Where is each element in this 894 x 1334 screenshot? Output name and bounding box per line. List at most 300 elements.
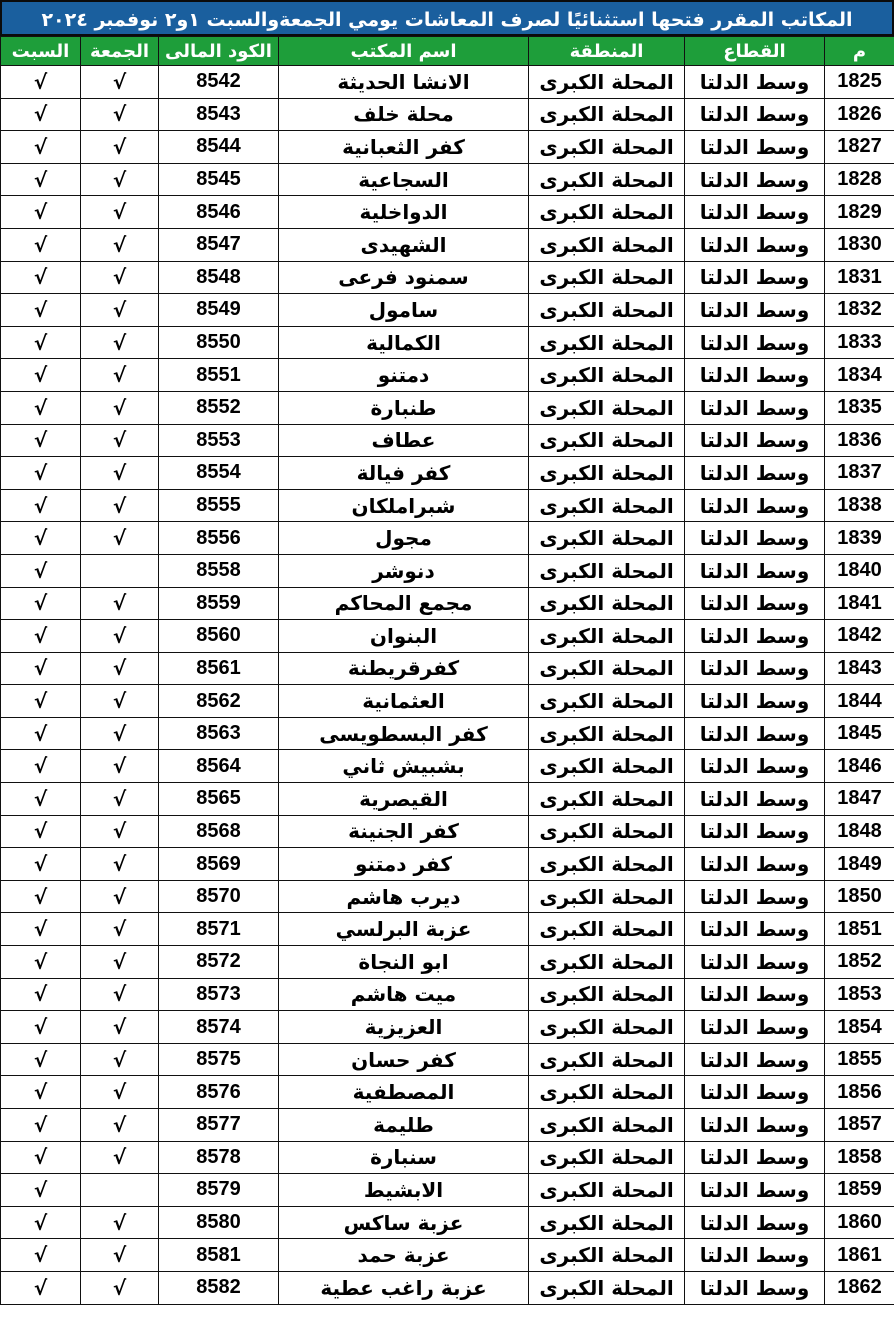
- cell-code: 8570: [159, 880, 279, 913]
- cell-sector: وسط الدلتا: [685, 1271, 825, 1304]
- cell-sector: وسط الدلتا: [685, 815, 825, 848]
- cell-m: 1851: [825, 913, 894, 946]
- cell-m: 1849: [825, 848, 894, 881]
- cell-sector: وسط الدلتا: [685, 717, 825, 750]
- cell-region: المحلة الكبرى: [529, 717, 685, 750]
- cell-sector: وسط الدلتا: [685, 554, 825, 587]
- cell-code: 8551: [159, 359, 279, 392]
- table-row: [1, 946, 894, 979]
- cell-saturday: √: [1, 587, 81, 620]
- cell-region: المحلة الكبرى: [529, 522, 685, 555]
- cell-code: 8569: [159, 848, 279, 881]
- cell-region: المحلة الكبرى: [529, 228, 685, 261]
- cell-sector: وسط الدلتا: [685, 1043, 825, 1076]
- cell-saturday: √: [1, 1076, 81, 1109]
- cell-office: كفر الجنينة: [279, 815, 529, 848]
- cell-office: العزيزية: [279, 1011, 529, 1044]
- cell-sector: وسط الدلتا: [685, 978, 825, 1011]
- cell-office: عطاف: [279, 424, 529, 457]
- cell-sector: وسط الدلتا: [685, 98, 825, 131]
- cell-code: 8544: [159, 131, 279, 164]
- cell-code: 8560: [159, 620, 279, 653]
- table-row: [1, 391, 894, 424]
- table-body: [1, 66, 894, 1305]
- cell-saturday: √: [1, 131, 81, 164]
- cell-m: 1855: [825, 1043, 894, 1076]
- cell-office: عزبة ساكس: [279, 1206, 529, 1239]
- cell-code: 8548: [159, 261, 279, 294]
- cell-saturday: √: [1, 946, 81, 979]
- cell-sector: وسط الدلتا: [685, 489, 825, 522]
- cell-m: 1862: [825, 1271, 894, 1304]
- cell-region: المحلة الكبرى: [529, 391, 685, 424]
- header-region: المنطقة: [529, 37, 685, 66]
- table-row: [1, 261, 894, 294]
- cell-code: 8556: [159, 522, 279, 555]
- cell-sector: وسط الدلتا: [685, 783, 825, 816]
- cell-friday: √: [81, 848, 159, 881]
- table-row: [1, 620, 894, 653]
- cell-office: سامول: [279, 294, 529, 327]
- cell-saturday: √: [1, 1109, 81, 1142]
- cell-code: 8576: [159, 1076, 279, 1109]
- cell-region: المحلة الكبرى: [529, 163, 685, 196]
- offices-table: [0, 36, 894, 1305]
- cell-friday: √: [81, 326, 159, 359]
- cell-office: كفر فيالة: [279, 457, 529, 490]
- table-row: [1, 522, 894, 555]
- cell-friday: √: [81, 750, 159, 783]
- cell-region: المحلة الكبرى: [529, 359, 685, 392]
- cell-friday: √: [81, 1043, 159, 1076]
- cell-office: بشبيش ثاني: [279, 750, 529, 783]
- cell-sector: وسط الدلتا: [685, 457, 825, 490]
- cell-office: سمنود فرعى: [279, 261, 529, 294]
- cell-region: المحلة الكبرى: [529, 98, 685, 131]
- cell-friday: √: [81, 880, 159, 913]
- cell-saturday: √: [1, 554, 81, 587]
- table-row: [1, 1076, 894, 1109]
- cell-saturday: √: [1, 717, 81, 750]
- cell-friday: √: [81, 1239, 159, 1272]
- header-office: اسم المكتب: [279, 37, 529, 66]
- cell-code: 8582: [159, 1271, 279, 1304]
- cell-saturday: √: [1, 98, 81, 131]
- table-row: [1, 880, 894, 913]
- cell-region: المحلة الكبرى: [529, 1043, 685, 1076]
- cell-office: عزبة حمد: [279, 1239, 529, 1272]
- cell-region: المحلة الكبرى: [529, 815, 685, 848]
- cell-friday: √: [81, 685, 159, 718]
- cell-friday: √: [81, 587, 159, 620]
- cell-code: 8542: [159, 66, 279, 99]
- cell-m: 1846: [825, 750, 894, 783]
- cell-office: دنوشر: [279, 554, 529, 587]
- cell-region: المحلة الكبرى: [529, 978, 685, 1011]
- cell-m: 1838: [825, 489, 894, 522]
- cell-code: 8575: [159, 1043, 279, 1076]
- cell-friday: √: [81, 946, 159, 979]
- cell-sector: وسط الدلتا: [685, 652, 825, 685]
- cell-friday: √: [81, 196, 159, 229]
- cell-friday: √: [81, 652, 159, 685]
- cell-m: 1850: [825, 880, 894, 913]
- table-row: [1, 913, 894, 946]
- cell-region: المحلة الكبرى: [529, 848, 685, 881]
- cell-saturday: √: [1, 228, 81, 261]
- cell-saturday: √: [1, 391, 81, 424]
- cell-sector: وسط الدلتا: [685, 228, 825, 261]
- cell-friday: √: [81, 228, 159, 261]
- cell-region: المحلة الكبرى: [529, 913, 685, 946]
- cell-region: المحلة الكبرى: [529, 554, 685, 587]
- cell-sector: وسط الدلتا: [685, 1206, 825, 1239]
- document-title: المكاتب المقرر فتحها استثنائيًا لصرف المعاشات يومي الجمعةوالسبت ١و٢ نوفمبر ٢٠٢٤: [0, 0, 894, 36]
- cell-friday: √: [81, 783, 159, 816]
- cell-office: المصطفية: [279, 1076, 529, 1109]
- cell-saturday: √: [1, 1206, 81, 1239]
- cell-sector: وسط الدلتا: [685, 1011, 825, 1044]
- cell-friday: √: [81, 620, 159, 653]
- table-row: [1, 554, 894, 587]
- cell-office: كفر حسان: [279, 1043, 529, 1076]
- cell-m: 1861: [825, 1239, 894, 1272]
- cell-m: 1832: [825, 294, 894, 327]
- cell-code: 8581: [159, 1239, 279, 1272]
- cell-code: 8559: [159, 587, 279, 620]
- table-row: [1, 1271, 894, 1304]
- cell-code: 8578: [159, 1141, 279, 1174]
- cell-friday: √: [81, 815, 159, 848]
- cell-m: 1828: [825, 163, 894, 196]
- cell-friday: √: [81, 457, 159, 490]
- cell-sector: وسط الدلتا: [685, 196, 825, 229]
- cell-code: 8562: [159, 685, 279, 718]
- cell-office: كفر البسطويسى: [279, 717, 529, 750]
- cell-office: دمتنو: [279, 359, 529, 392]
- cell-m: 1853: [825, 978, 894, 1011]
- cell-sector: وسط الدلتا: [685, 750, 825, 783]
- cell-office: الابشيط: [279, 1174, 529, 1207]
- cell-office: العثمانية: [279, 685, 529, 718]
- cell-friday: √: [81, 1206, 159, 1239]
- cell-office: البنوان: [279, 620, 529, 653]
- header-friday: الجمعة: [81, 37, 159, 66]
- cell-saturday: √: [1, 261, 81, 294]
- cell-saturday: √: [1, 620, 81, 653]
- cell-friday: √: [81, 1076, 159, 1109]
- cell-m: 1829: [825, 196, 894, 229]
- cell-saturday: √: [1, 1043, 81, 1076]
- cell-office: ديرب هاشم: [279, 880, 529, 913]
- table-row: [1, 98, 894, 131]
- cell-code: 8561: [159, 652, 279, 685]
- cell-code: 8555: [159, 489, 279, 522]
- table-row: [1, 587, 894, 620]
- cell-m: 1835: [825, 391, 894, 424]
- cell-m: 1847: [825, 783, 894, 816]
- cell-friday: √: [81, 294, 159, 327]
- table-row: [1, 685, 894, 718]
- cell-m: 1830: [825, 228, 894, 261]
- cell-code: 8550: [159, 326, 279, 359]
- cell-saturday: √: [1, 196, 81, 229]
- cell-saturday: √: [1, 685, 81, 718]
- header-code: الكود المالى: [159, 37, 279, 66]
- cell-region: المحلة الكبرى: [529, 1206, 685, 1239]
- cell-friday: √: [81, 359, 159, 392]
- cell-saturday: √: [1, 750, 81, 783]
- table-row: [1, 783, 894, 816]
- cell-saturday: √: [1, 815, 81, 848]
- cell-m: 1825: [825, 66, 894, 99]
- cell-sector: وسط الدلتا: [685, 326, 825, 359]
- cell-region: المحلة الكبرى: [529, 1271, 685, 1304]
- cell-sector: وسط الدلتا: [685, 522, 825, 555]
- cell-friday: √: [81, 717, 159, 750]
- cell-sector: وسط الدلتا: [685, 261, 825, 294]
- cell-office: كفر دمتنو: [279, 848, 529, 881]
- cell-saturday: √: [1, 163, 81, 196]
- cell-m: 1833: [825, 326, 894, 359]
- cell-m: 1842: [825, 620, 894, 653]
- cell-sector: وسط الدلتا: [685, 1239, 825, 1272]
- cell-saturday: √: [1, 1271, 81, 1304]
- table-row: [1, 424, 894, 457]
- cell-code: 8571: [159, 913, 279, 946]
- cell-friday: √: [81, 163, 159, 196]
- cell-office: مجول: [279, 522, 529, 555]
- header-saturday: السبت: [1, 37, 81, 66]
- cell-code: 8577: [159, 1109, 279, 1142]
- cell-office: عزبة البرلسي: [279, 913, 529, 946]
- table-row: [1, 1174, 894, 1207]
- cell-region: المحلة الكبرى: [529, 783, 685, 816]
- cell-saturday: √: [1, 326, 81, 359]
- cell-sector: وسط الدلتا: [685, 620, 825, 653]
- cell-saturday: √: [1, 1174, 81, 1207]
- cell-region: المحلة الكبرى: [529, 750, 685, 783]
- cell-saturday: √: [1, 294, 81, 327]
- cell-m: 1848: [825, 815, 894, 848]
- cell-office: محلة خلف: [279, 98, 529, 131]
- cell-friday: √: [81, 522, 159, 555]
- cell-region: المحلة الكبرى: [529, 880, 685, 913]
- cell-sector: وسط الدلتا: [685, 587, 825, 620]
- cell-m: 1843: [825, 652, 894, 685]
- cell-office: مجمع المحاكم: [279, 587, 529, 620]
- cell-code: 8572: [159, 946, 279, 979]
- cell-sector: وسط الدلتا: [685, 391, 825, 424]
- table-row: [1, 815, 894, 848]
- cell-code: 8574: [159, 1011, 279, 1044]
- cell-friday: √: [81, 1011, 159, 1044]
- cell-office: عزبة راغب عطية: [279, 1271, 529, 1304]
- table-row: [1, 131, 894, 164]
- cell-m: 1856: [825, 1076, 894, 1109]
- cell-office: طليمة: [279, 1109, 529, 1142]
- cell-m: 1841: [825, 587, 894, 620]
- cell-sector: وسط الدلتا: [685, 294, 825, 327]
- cell-friday: √: [81, 66, 159, 99]
- cell-m: 1858: [825, 1141, 894, 1174]
- cell-region: المحلة الكبرى: [529, 1239, 685, 1272]
- cell-m: 1859: [825, 1174, 894, 1207]
- cell-office: الشهيدى: [279, 228, 529, 261]
- cell-code: 8573: [159, 978, 279, 1011]
- cell-code: 8554: [159, 457, 279, 490]
- cell-region: المحلة الكبرى: [529, 424, 685, 457]
- table-row: [1, 228, 894, 261]
- table-row: [1, 848, 894, 881]
- cell-office: السجاعية: [279, 163, 529, 196]
- cell-office: ابو النجاة: [279, 946, 529, 979]
- cell-m: 1840: [825, 554, 894, 587]
- cell-office: الانشا الحديثة: [279, 66, 529, 99]
- cell-code: 8546: [159, 196, 279, 229]
- cell-code: 8549: [159, 294, 279, 327]
- cell-saturday: √: [1, 913, 81, 946]
- cell-saturday: √: [1, 783, 81, 816]
- cell-office: الدواخلية: [279, 196, 529, 229]
- cell-saturday: √: [1, 359, 81, 392]
- header-row: [1, 37, 894, 66]
- cell-region: المحلة الكبرى: [529, 1141, 685, 1174]
- table-row: [1, 652, 894, 685]
- cell-friday: [81, 1174, 159, 1207]
- cell-saturday: √: [1, 978, 81, 1011]
- cell-office: كفر الثعبانية: [279, 131, 529, 164]
- cell-saturday: √: [1, 66, 81, 99]
- cell-office: شبراملكان: [279, 489, 529, 522]
- cell-sector: وسط الدلتا: [685, 1141, 825, 1174]
- cell-region: المحلة الكبرى: [529, 261, 685, 294]
- cell-m: 1845: [825, 717, 894, 750]
- cell-code: 8543: [159, 98, 279, 131]
- cell-region: المحلة الكبرى: [529, 196, 685, 229]
- cell-saturday: √: [1, 880, 81, 913]
- table-row: [1, 457, 894, 490]
- cell-region: المحلة الكبرى: [529, 685, 685, 718]
- cell-saturday: √: [1, 489, 81, 522]
- cell-code: 8564: [159, 750, 279, 783]
- cell-m: 1844: [825, 685, 894, 718]
- cell-code: 8553: [159, 424, 279, 457]
- cell-saturday: √: [1, 1011, 81, 1044]
- cell-code: 8558: [159, 554, 279, 587]
- table-row: [1, 1109, 894, 1142]
- cell-friday: √: [81, 489, 159, 522]
- cell-saturday: √: [1, 848, 81, 881]
- cell-region: المحلة الكبرى: [529, 587, 685, 620]
- table-row: [1, 66, 894, 99]
- cell-sector: وسط الدلتا: [685, 66, 825, 99]
- cell-friday: √: [81, 98, 159, 131]
- cell-m: 1836: [825, 424, 894, 457]
- cell-sector: وسط الدلتا: [685, 1109, 825, 1142]
- cell-sector: وسط الدلتا: [685, 848, 825, 881]
- cell-m: 1852: [825, 946, 894, 979]
- cell-friday: √: [81, 1271, 159, 1304]
- cell-sector: وسط الدلتا: [685, 946, 825, 979]
- cell-m: 1860: [825, 1206, 894, 1239]
- table-row: [1, 717, 894, 750]
- cell-saturday: √: [1, 457, 81, 490]
- table-row: [1, 196, 894, 229]
- cell-code: 8579: [159, 1174, 279, 1207]
- cell-friday: √: [81, 978, 159, 1011]
- cell-m: 1826: [825, 98, 894, 131]
- table-row: [1, 326, 894, 359]
- table-row: [1, 359, 894, 392]
- cell-m: 1839: [825, 522, 894, 555]
- table-row: [1, 1141, 894, 1174]
- cell-office: طنبارة: [279, 391, 529, 424]
- cell-m: 1857: [825, 1109, 894, 1142]
- cell-region: المحلة الكبرى: [529, 326, 685, 359]
- cell-saturday: √: [1, 522, 81, 555]
- cell-saturday: √: [1, 424, 81, 457]
- cell-sector: وسط الدلتا: [685, 359, 825, 392]
- table-row: [1, 1206, 894, 1239]
- cell-code: 8552: [159, 391, 279, 424]
- cell-region: المحلة الكبرى: [529, 652, 685, 685]
- cell-sector: وسط الدلتا: [685, 1076, 825, 1109]
- cell-friday: √: [81, 261, 159, 294]
- cell-m: 1854: [825, 1011, 894, 1044]
- cell-friday: √: [81, 424, 159, 457]
- cell-m: 1834: [825, 359, 894, 392]
- cell-region: المحلة الكبرى: [529, 489, 685, 522]
- cell-code: 8563: [159, 717, 279, 750]
- cell-code: 8565: [159, 783, 279, 816]
- cell-sector: وسط الدلتا: [685, 163, 825, 196]
- table-row: [1, 1011, 894, 1044]
- table-row: [1, 750, 894, 783]
- cell-region: المحلة الكبرى: [529, 1011, 685, 1044]
- cell-sector: وسط الدلتا: [685, 880, 825, 913]
- table-row: [1, 1043, 894, 1076]
- cell-friday: √: [81, 131, 159, 164]
- table-row: [1, 978, 894, 1011]
- cell-code: 8545: [159, 163, 279, 196]
- cell-region: المحلة الكبرى: [529, 620, 685, 653]
- cell-region: المحلة الكبرى: [529, 131, 685, 164]
- header-m: م: [825, 37, 894, 66]
- cell-saturday: √: [1, 1141, 81, 1174]
- cell-code: 8568: [159, 815, 279, 848]
- cell-m: 1837: [825, 457, 894, 490]
- cell-saturday: √: [1, 1239, 81, 1272]
- cell-sector: وسط الدلتا: [685, 424, 825, 457]
- cell-region: المحلة الكبرى: [529, 66, 685, 99]
- cell-sector: وسط الدلتا: [685, 685, 825, 718]
- cell-office: ميت هاشم: [279, 978, 529, 1011]
- cell-region: المحلة الكبرى: [529, 1109, 685, 1142]
- cell-region: المحلة الكبرى: [529, 294, 685, 327]
- cell-friday: √: [81, 1109, 159, 1142]
- cell-region: المحلة الكبرى: [529, 1076, 685, 1109]
- cell-m: 1831: [825, 261, 894, 294]
- cell-saturday: √: [1, 652, 81, 685]
- cell-region: المحلة الكبرى: [529, 457, 685, 490]
- cell-sector: وسط الدلتا: [685, 131, 825, 164]
- table-row: [1, 489, 894, 522]
- cell-friday: √: [81, 913, 159, 946]
- cell-friday: [81, 554, 159, 587]
- cell-friday: √: [81, 1141, 159, 1174]
- cell-sector: وسط الدلتا: [685, 913, 825, 946]
